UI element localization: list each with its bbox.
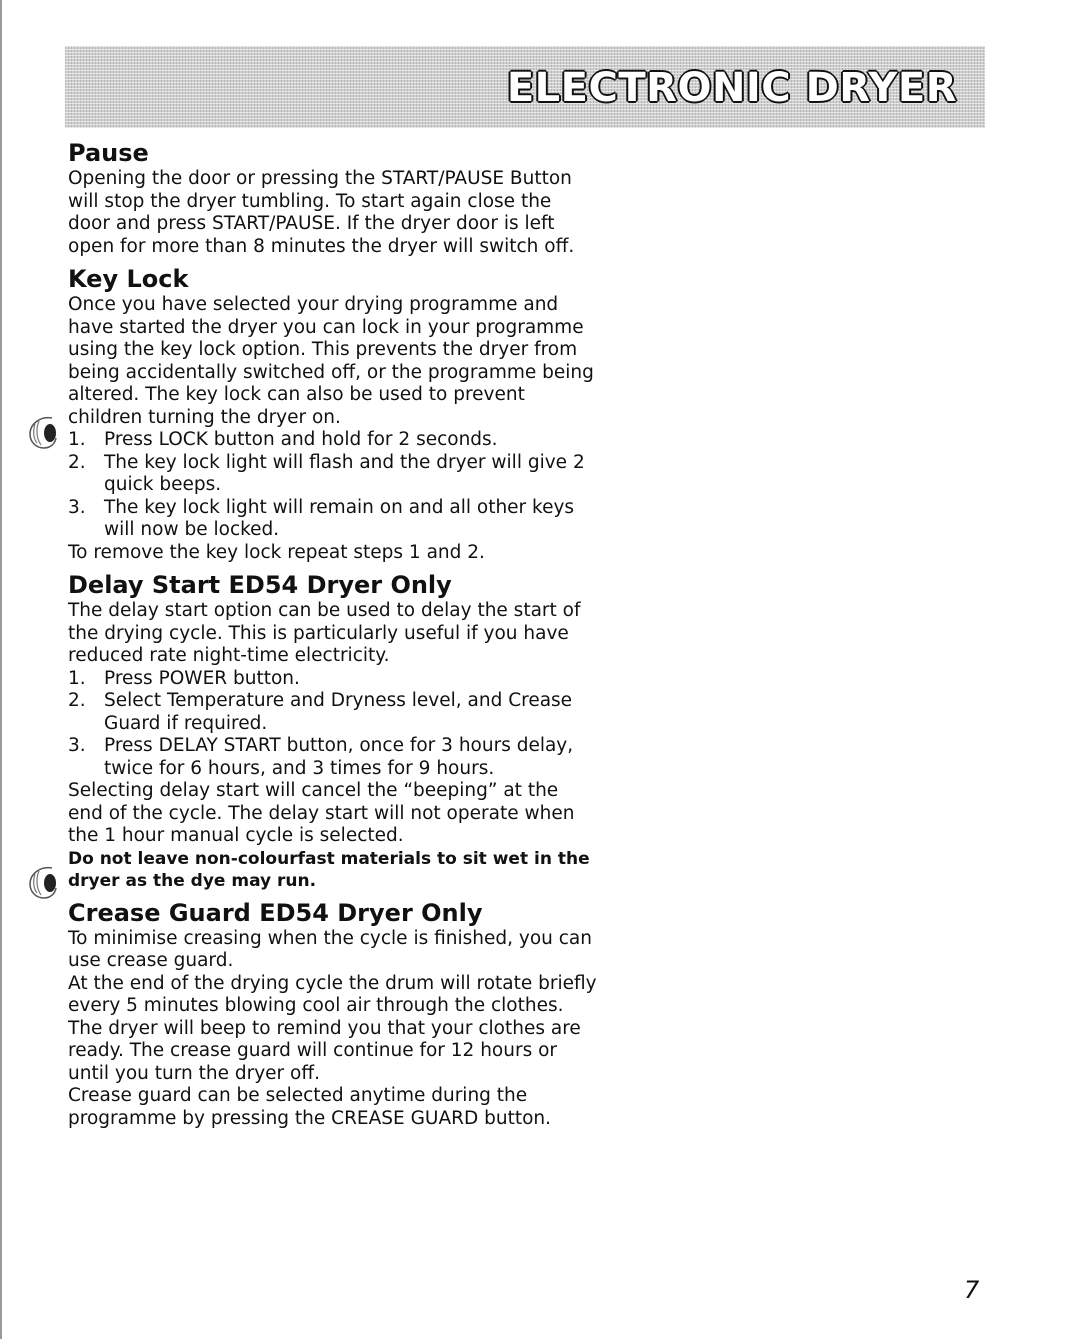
steps-list	[68, 429, 598, 542]
step-number: 3.	[68, 735, 86, 756]
main-content	[68, 138, 598, 1136]
section-body: The delay start option can be used to delay the start of the drying cycle. This is particularly useful if you have reduced rate night-time electricity.	[68, 600, 581, 666]
list-item	[68, 668, 598, 691]
page-edge	[0, 0, 2, 1339]
steps-list	[68, 668, 598, 781]
section-body: Once you have selected your drying programme and have started the dryer you can lock in your programme using the key lock option. This prevents the dryer from being accidentally switched off, or the programme being altered. The key lock can also be used to prevent children turning the dryer on.	[68, 294, 594, 428]
section-body: To minimise creasing when the cycle is finished, you can use crease guard.	[68, 927, 592, 971]
step-text: Select Temperature and Dryness level, and Crease Guard if required.	[104, 690, 573, 734]
section-body: At the end of the drying cycle the drum will rotate briefly every 5 minutes blowing cool air through the clothes. The dryer will beep to remind you that your clothes are ready. The crease guard will continue for 12 hours or until you turn the dryer off.	[68, 972, 597, 1084]
list-item	[68, 452, 598, 497]
step-number: 1.	[68, 429, 86, 450]
step-text: Press LOCK button and hold for 2 seconds.	[104, 429, 498, 450]
list-item	[68, 690, 598, 735]
section-heading: Delay Start ED54 Dryer Only	[68, 571, 452, 599]
section-crease-guard	[68, 898, 598, 1131]
list-item	[68, 429, 598, 452]
step-number: 2.	[68, 451, 86, 473]
hand-pointing-icon	[22, 412, 62, 452]
section-footer: To remove the key lock repeat steps 1 and 2.	[68, 541, 485, 563]
list-item	[68, 497, 598, 542]
step-text: Press DELAY START button, once for 3 hours delay, twice for 6 hours, and 3 times for 9 hours.	[104, 735, 574, 779]
step-number: 3.	[68, 496, 86, 518]
section-heading: Key Lock	[68, 265, 189, 293]
section-heading: Pause	[68, 139, 149, 167]
step-number: 1.	[68, 667, 86, 689]
section-body: Crease guard can be selected anytime during the programme by pressing the CREASE GUARD button.	[68, 1085, 551, 1129]
hand-pointing-icon	[22, 862, 62, 902]
section-key-lock	[68, 264, 598, 564]
section-body: Opening the door or pressing the START/PAUSE Button will stop the dryer tumbling. To start again close the door and press START/PAUSE. If the dryer door is left open for more than 8 minutes the dryer will switch off.	[68, 168, 575, 257]
list-item	[68, 735, 598, 780]
section-note: Selecting delay start will cancel the “beeping” at the end of the cycle. The delay start will not operate when the 1 hour manual cycle is selected.	[68, 780, 575, 846]
section-delay-start	[68, 570, 598, 892]
step-text: The key lock light will flash and the dryer will give 2 quick beeps.	[104, 451, 585, 495]
header-banner	[65, 46, 985, 128]
warning-text: Do not leave non-colourfast materials to sit wet in the dryer as the dye may run.	[68, 848, 590, 891]
step-text: The key lock light will remain on and all other keys will now be locked.	[104, 496, 575, 540]
section-heading: Crease Guard ED54 Dryer Only	[68, 898, 483, 927]
banner-title: ELECTRONIC DRYER	[506, 65, 957, 111]
page-number: 7	[964, 1276, 980, 1304]
section-pause	[68, 138, 598, 258]
step-text: Press POWER button.	[104, 667, 300, 689]
step-number: 2.	[68, 690, 86, 711]
